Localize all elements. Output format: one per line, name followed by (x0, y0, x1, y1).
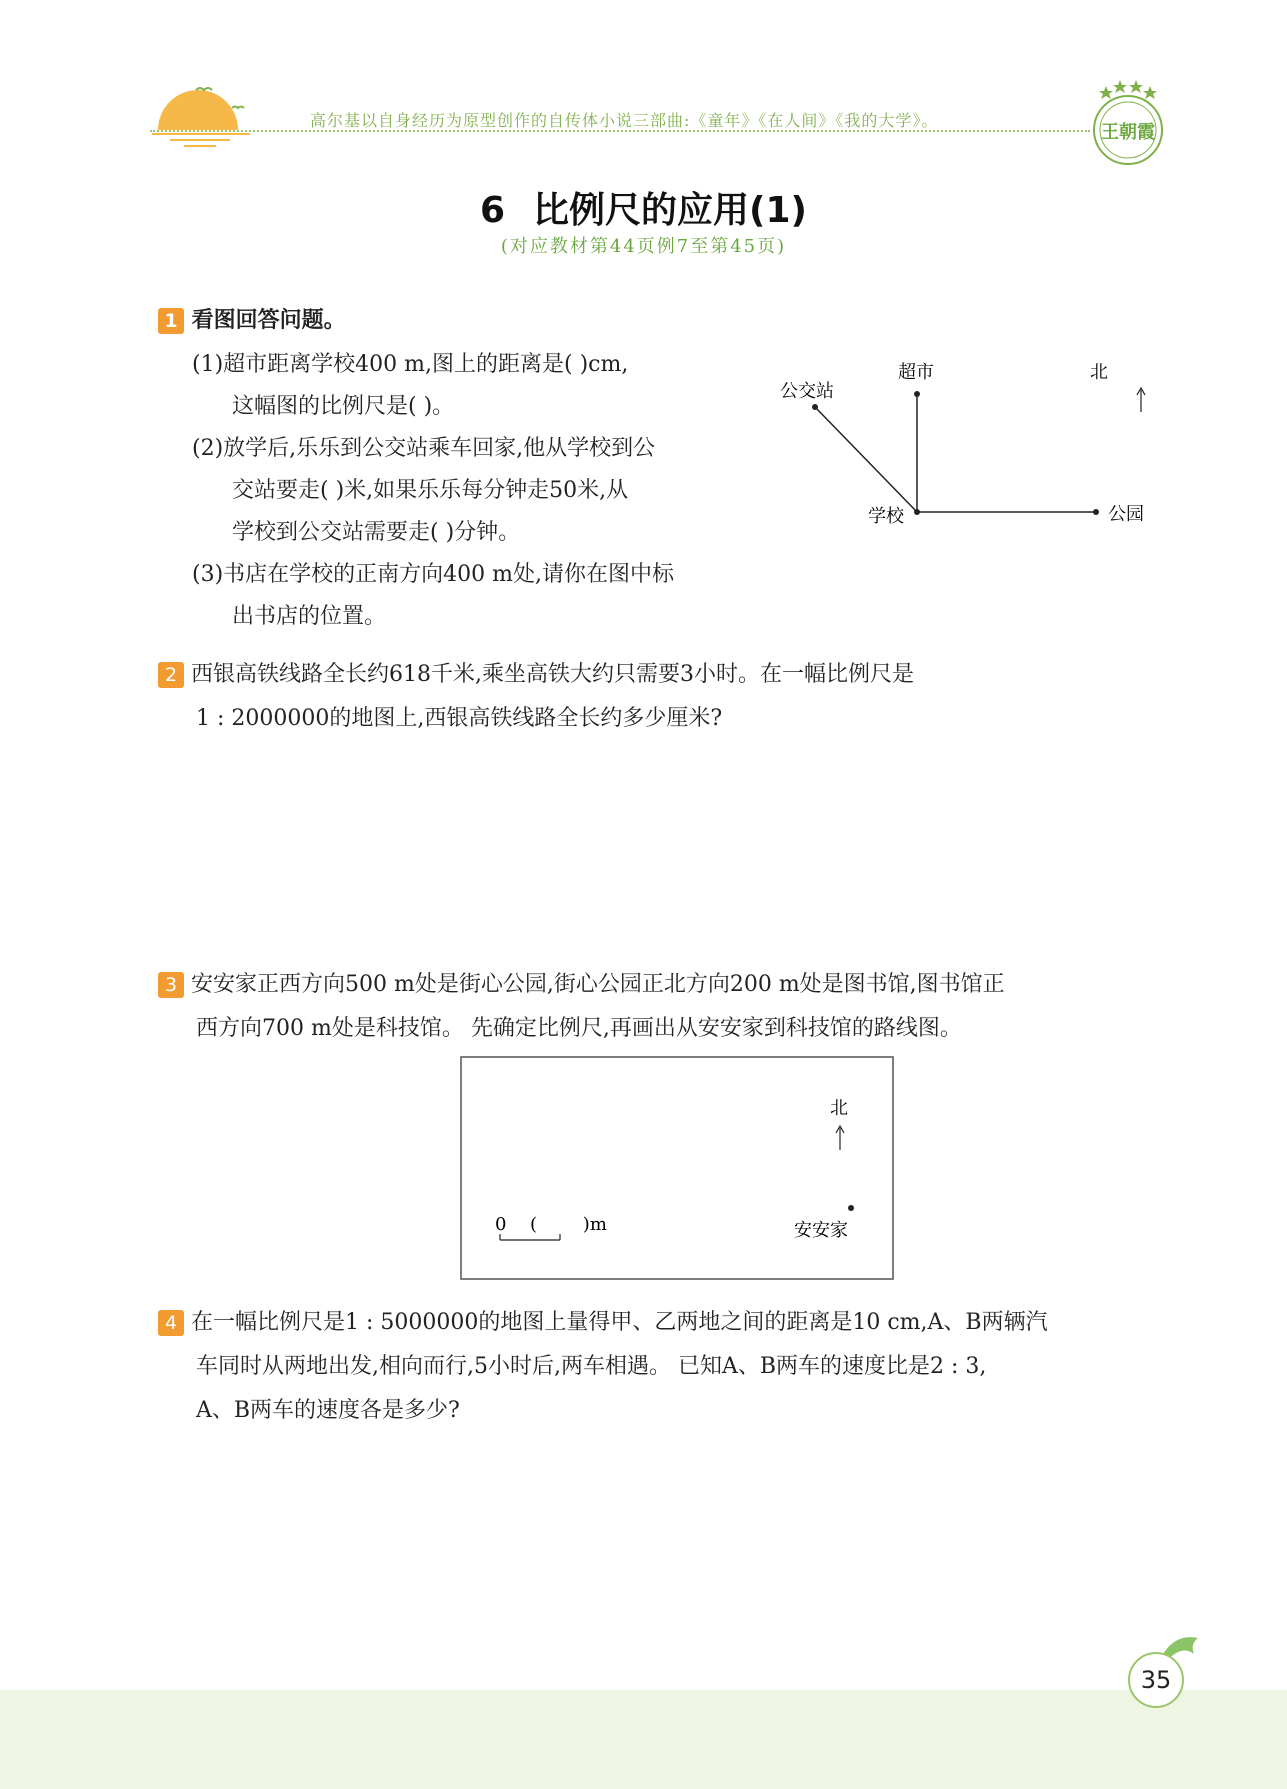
question-4-line-2: 车同时从两地出发,相向而行,5小时后,两车相遇。 已知A、B两车的速度比是2 : 3, (196, 1354, 987, 1379)
logo-text: 王朝霞 (1101, 122, 1155, 143)
q1-line-1: (1)超市距离学校400 m,图上的距离是( )cm, (192, 352, 629, 377)
supermarket-point (914, 391, 920, 397)
header-divider (150, 130, 1090, 132)
question-2-line-1 (158, 660, 914, 690)
path-school-busstop (815, 407, 917, 512)
q1-line-4: 交站要走( )米,如果乐乐每分钟走50米,从 (232, 478, 629, 503)
q1-line-3: (2)放学后,乐乐到公交站乘车回家,他从学校到公 (192, 436, 656, 461)
logo-seal-icon (1088, 78, 1168, 170)
question-4-line-3: A、B两车的速度各是多少? (196, 1398, 460, 1423)
park-label: 公园 (1108, 504, 1144, 525)
school-label: 学校 (868, 506, 904, 527)
park-point (1093, 509, 1099, 515)
question-4-text-1: 在一幅比例尺是1 : 5000000的地图上量得甲、乙两地之间的距离是10 cm,A、B两辆汽 (191, 1310, 1048, 1335)
page-number: 35 (1128, 1652, 1184, 1708)
question-badge: 2 (158, 662, 184, 688)
question-2-text-1: 西银高铁线路全长约618千米,乘坐高铁大约只需要3小时。在一幅比例尺是 (191, 662, 914, 687)
footer-band (0, 1690, 1287, 1789)
question-badge: 1 (158, 308, 184, 334)
question-badge: 4 (158, 1310, 184, 1336)
title-text: 比例尺的应用(1) (533, 190, 808, 231)
q1-line-5: 学校到公交站需要走( )分钟。 (232, 520, 521, 545)
header-banner: 高尔基以自身经历为原型创作的自传体小说三部曲:《童年》《在人间》《我的大学》。 (310, 111, 939, 130)
question-4-line-1 (158, 1308, 1048, 1338)
question-1-title: 看图回答问题。 (191, 308, 346, 333)
supermarket-label: 超市 (898, 362, 934, 383)
q1-map-diagram (770, 350, 1170, 540)
question-1 (158, 306, 346, 336)
home-label: 安安家 (794, 1220, 848, 1241)
page-title (0, 182, 1287, 233)
q1-line-7: 出书店的位置。 (232, 604, 387, 629)
home-point (848, 1205, 854, 1211)
question-badge: 3 (158, 972, 184, 998)
question-3-line-2: 西方向700 m处是科技馆。 先确定比例尺,再画出从安安家到科技馆的路线图。 (196, 1016, 962, 1041)
north-label: 北 (1090, 362, 1108, 383)
north-label: 北 (830, 1098, 848, 1119)
q1-line-6: (3)书店在学校的正南方向400 m处,请你在图中标 (192, 562, 675, 587)
section-number: 6 (479, 190, 506, 231)
sun-icon (150, 78, 260, 150)
page-subtitle: (对应教材第44页例7至第45页) (500, 236, 787, 257)
bus-stop-label: 公交站 (780, 381, 834, 402)
north-arrow-icon (1137, 388, 1145, 412)
question-3-line-1 (158, 970, 1005, 1000)
scale-unit: ( )m (530, 1214, 607, 1235)
scale-zero: 0 (495, 1214, 507, 1235)
school-point (914, 509, 920, 515)
q3-drawing-box[interactable] (460, 1056, 896, 1282)
q1-line-2: 这幅图的比例尺是( )。 (232, 394, 455, 419)
question-3-text-1: 安安家正西方向500 m处是街心公园,街心公园正北方向200 m处是图书馆,图书馆正 (191, 972, 1005, 997)
question-1-heading (158, 306, 346, 336)
bus-stop-point (812, 404, 818, 410)
question-2-line-2: 1 : 2000000的地图上,西银高铁线路全长约多少厘米? (196, 706, 723, 731)
